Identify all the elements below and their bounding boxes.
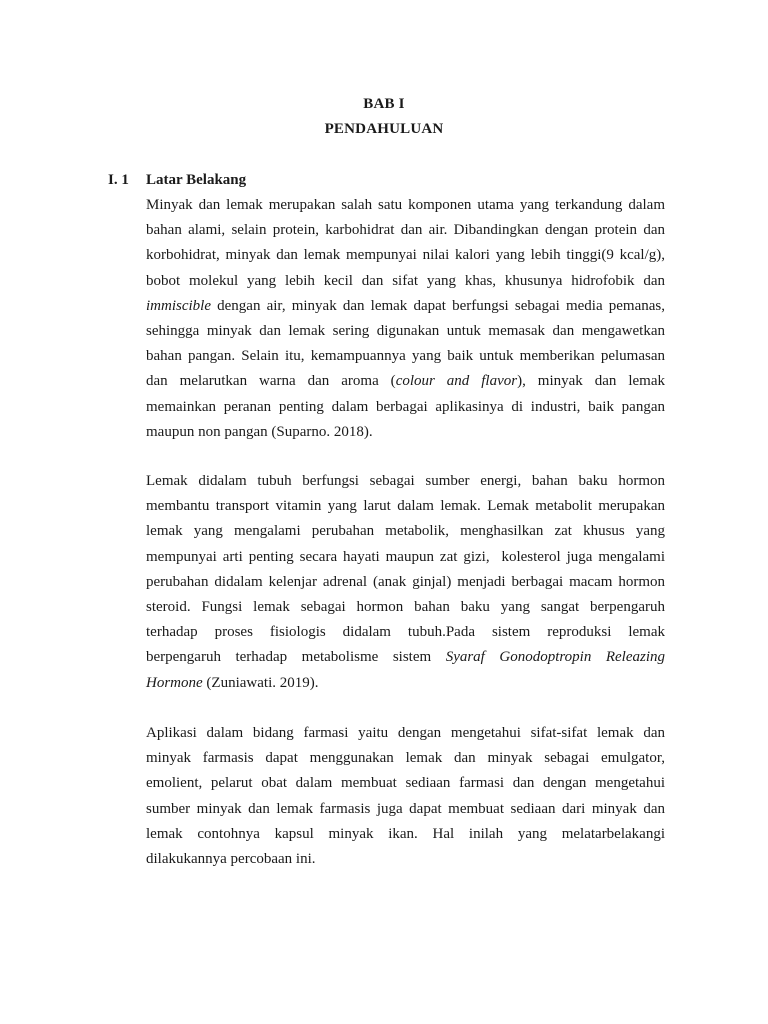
text-line: [146, 218, 665, 243]
text-run: dan melarutkan warna dan aroma (: [146, 373, 396, 390]
paragraph-3: [146, 721, 665, 872]
text-line: [146, 545, 665, 570]
text-run: sumber minyak dan lemak farmasis juga dapat membuat sediaan dari minyak dan: [146, 800, 665, 817]
text-run: Lemak didalam tubuh berfungsi sebagai sumber energi, bahan baku hormon: [146, 473, 665, 489]
text-run: emolient, pelarut obat dalam membuat sediaan farmasi dan dengan mengetahui: [146, 775, 665, 792]
text-run: maupun non pangan (Suparno. 2018).: [146, 423, 373, 440]
text-line: [146, 420, 665, 445]
text-line: [146, 645, 665, 670]
text-run: memainkan peranan penting dalam berbagai aplikasinya di industri, baik pangan: [146, 398, 665, 415]
text-line: [146, 319, 665, 344]
text-line: [146, 243, 665, 268]
text-line: [146, 620, 665, 645]
text-line: [146, 494, 665, 519]
chapter-number: BAB I: [363, 96, 405, 112]
text-run: minyak farmasis dapat menggunakan lemak dan minyak sebagai emulgator,: [146, 750, 665, 767]
section-number: I. 1: [108, 172, 129, 188]
italic-text: Syaraf Gonodoptropin Releazing: [445, 649, 665, 666]
text-run: ), minyak dan lemak: [517, 373, 666, 390]
italic-text: Hormone: [146, 674, 203, 691]
text-line: [146, 847, 665, 872]
text-run: sehingga minyak dan lemak sering digunakan untuk memasak dan mengawetkan: [146, 323, 665, 340]
chapter-title: PENDAHULUAN: [324, 121, 444, 137]
text-line: [146, 671, 665, 696]
text-line: [146, 721, 665, 746]
text-run: perubahan didalam kelenjar adrenal (anak ginjal) menjadi berbagai macam hormon: [146, 573, 665, 590]
text-line: [146, 469, 665, 494]
text-run: dilakukannya percobaan ini.: [146, 851, 316, 868]
text-line: [146, 369, 665, 394]
text-line: [146, 595, 665, 620]
text-run: steroid. Fungsi lemak sebagai hormon bahan baku yang sangat berpengaruh: [146, 599, 665, 616]
text-run: lemak contohnya kapsul minyak ikan. Hal inilah yang melatarbelakangi: [146, 825, 665, 842]
paragraph-2: [146, 469, 665, 696]
text-line: [146, 797, 665, 822]
text-run: terhadap proses fisiologis didalam tubuh.Pada sistem reproduksi lemak: [146, 624, 665, 641]
text-line: [146, 771, 665, 796]
section-heading: [108, 172, 246, 189]
text-run: bobot molekul yang lebih kecil dan sifat yang khas, khusunya hidrofobik dan: [146, 272, 665, 289]
text-line: [146, 395, 665, 420]
text-line: [146, 822, 665, 847]
paragraph-1: [146, 193, 665, 445]
text-line: [146, 294, 665, 319]
text-run: Minyak dan lemak merupakan salah satu komponen utama yang terkandung dalam: [146, 197, 665, 213]
text-run: dengan air, minyak dan lemak dapat berfungsi sebagai media pemanas,: [211, 297, 665, 314]
text-run: Aplikasi dalam bidang farmasi yaitu dengan mengetahui sifat-sifat lemak dan: [146, 725, 665, 741]
text-run: (Zuniawati. 2019).: [202, 674, 319, 691]
text-run: bahan pangan. Selain itu, kemampuannya yang baik untuk memberikan pelumasan: [146, 348, 665, 365]
text-line: [146, 570, 665, 595]
text-run: korbohidrat, minyak dan lemak mempunyai nilai kalori yang lebih tinggi(9 kcal/g),: [146, 247, 665, 264]
text-run: membantu transport vitamin yang larut dalam lemak. Lemak metabolit merupakan: [146, 498, 665, 515]
text-run: mempunyai arti penting secara hayati maupun zat gizi, kolesterol juga mengalami: [146, 548, 665, 565]
text-line: [146, 519, 665, 544]
text-line: [146, 746, 665, 771]
italic-text: immiscible: [146, 297, 211, 314]
text-run: berpengaruh terhadap metabolisme sistem: [146, 649, 446, 666]
text-run: bahan alami, selain protein, karbohidrat dan air. Dibandingkan dengan protein dan: [146, 222, 665, 239]
text-line: [146, 193, 665, 218]
text-run: lemak yang mengalami perubahan metabolik, menghasilkan zat khusus yang: [146, 523, 665, 540]
italic-text: colour and flavor: [395, 373, 518, 390]
text-line: [146, 344, 665, 369]
section-title: Latar Belakang: [146, 172, 247, 188]
text-line: [146, 269, 665, 294]
